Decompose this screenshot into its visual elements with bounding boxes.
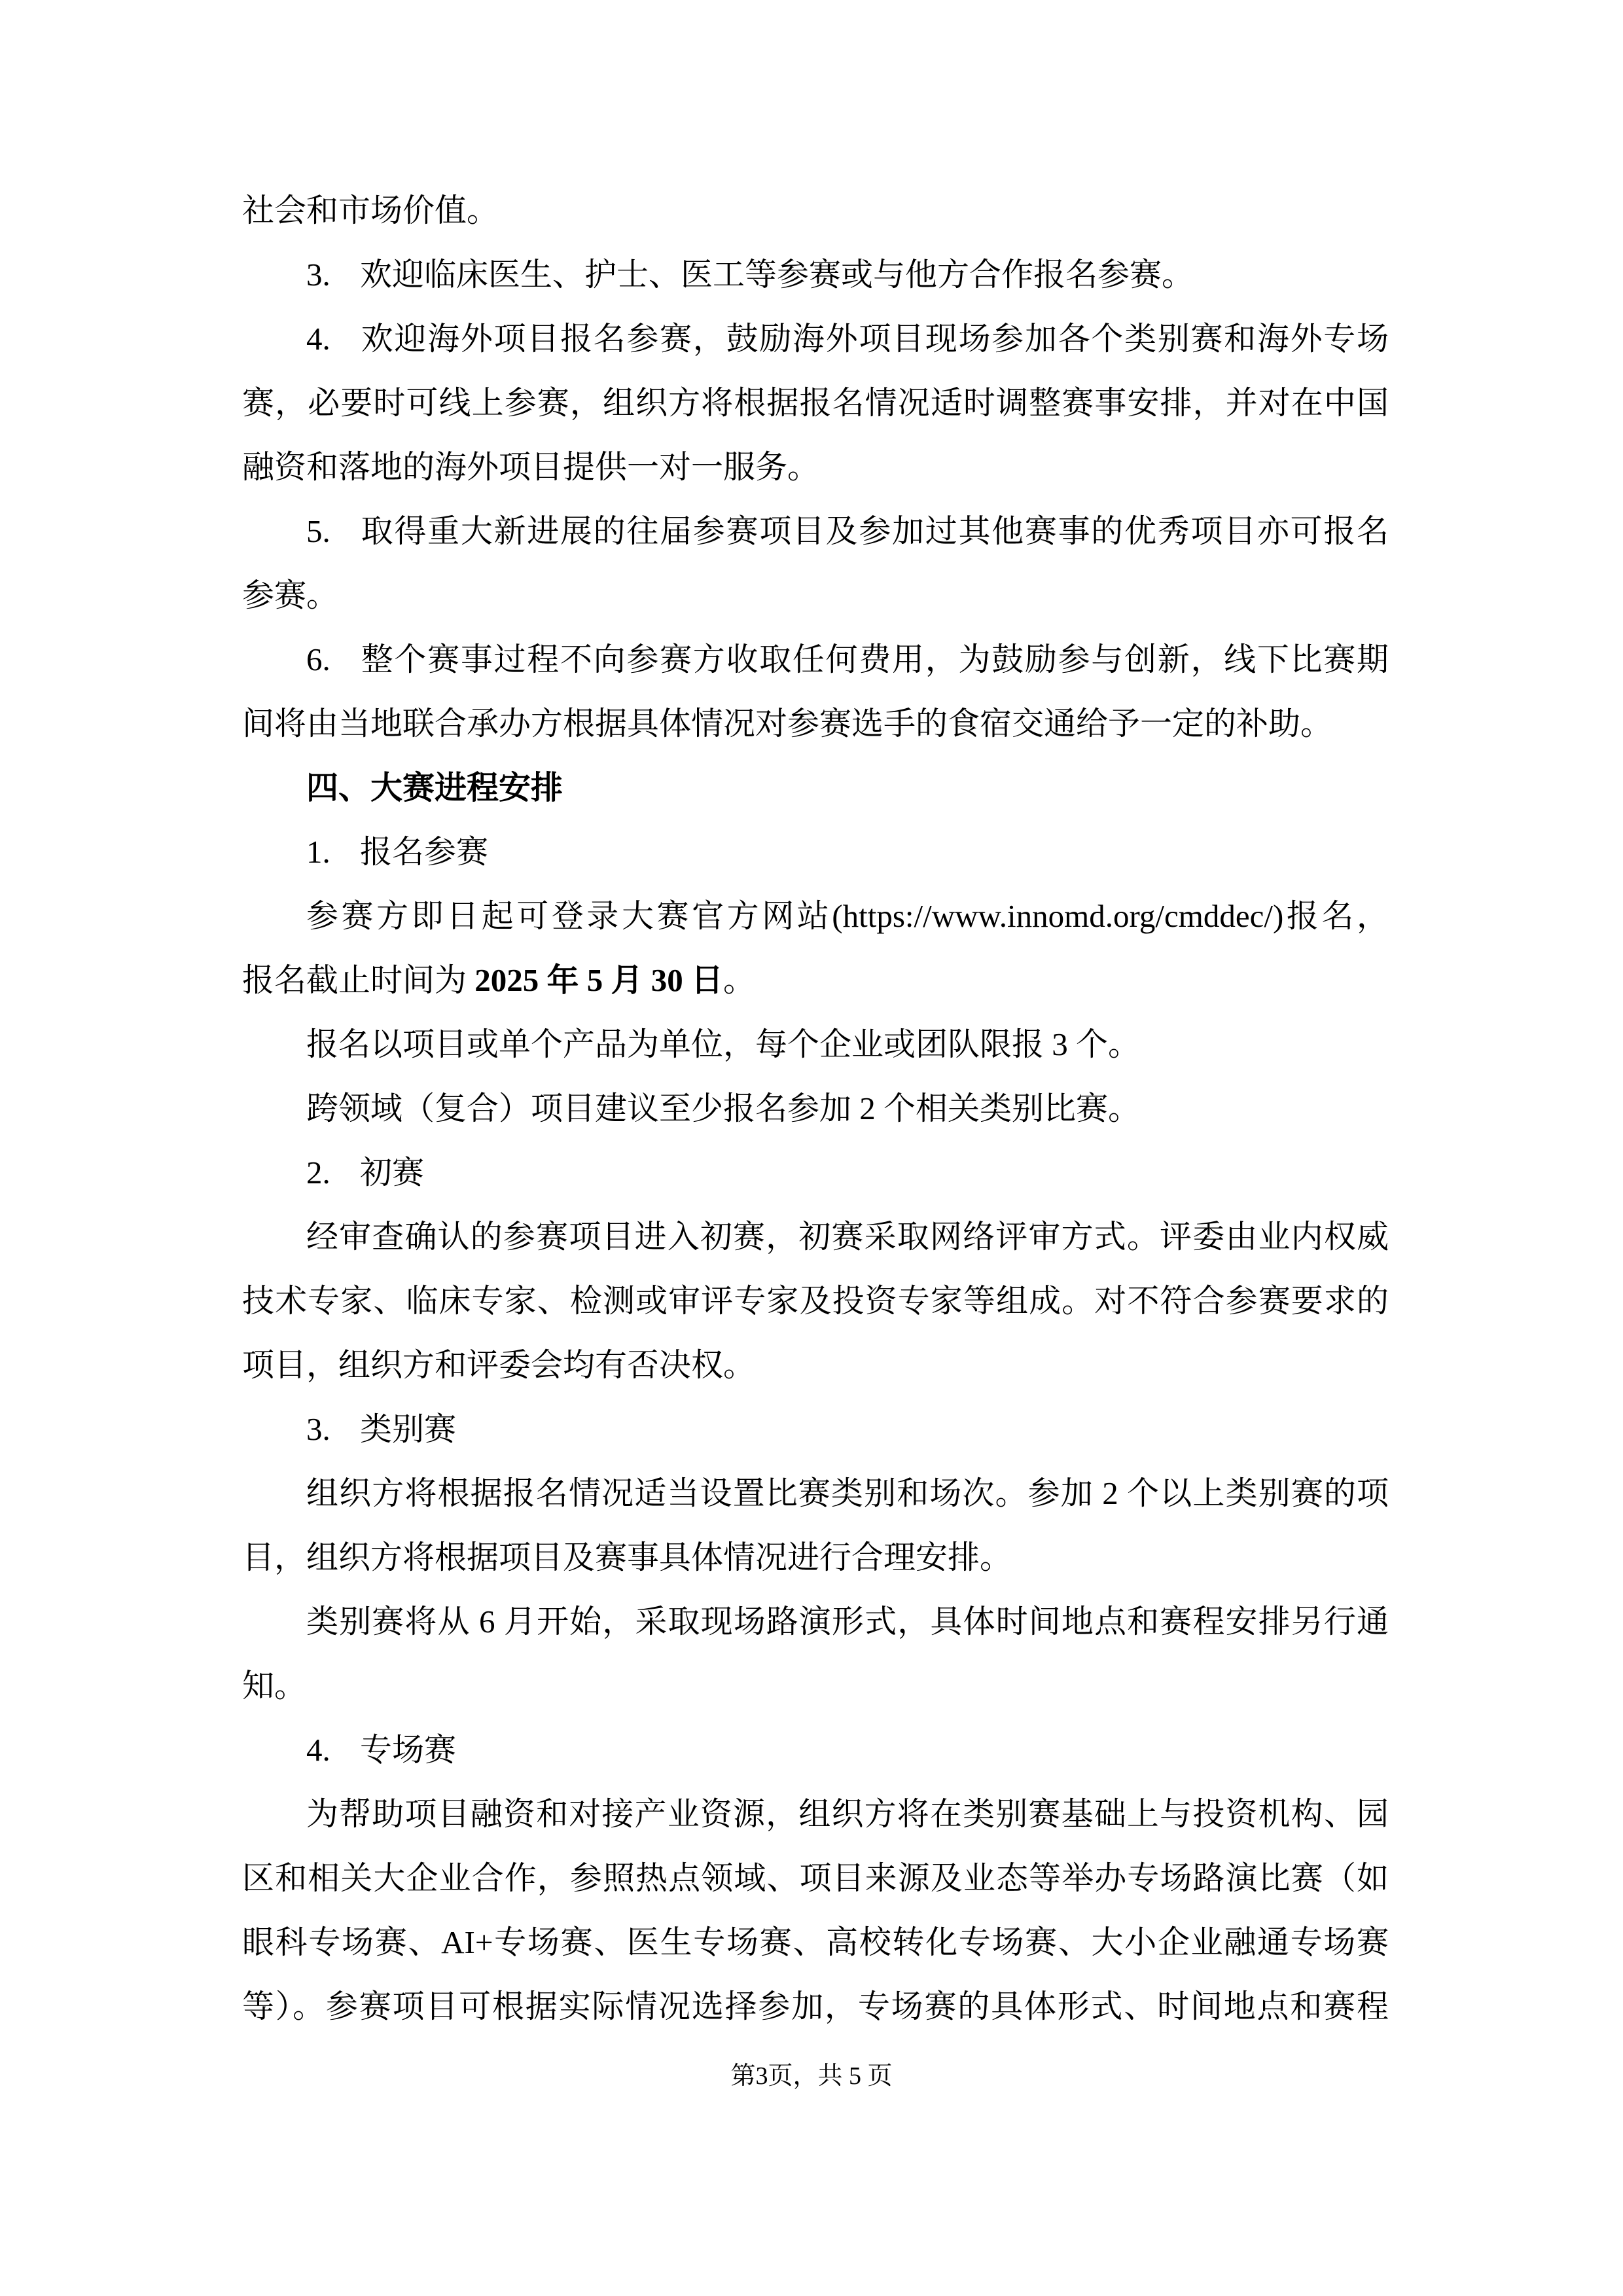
text-segment: 类别赛将从 6 月开始，采取现场路演形式，具体时间地点和赛程安排另行通 <box>306 1604 1389 1640</box>
text-segment: 报名截止时间为 <box>242 962 475 998</box>
text-segment: 初赛 <box>360 1155 425 1191</box>
text-line <box>242 371 1389 435</box>
text-line <box>242 435 1389 499</box>
text-segment: 经审查确认的参赛项目进入初赛，初赛采取网络评审方式。评委由业内权威 <box>306 1219 1389 1255</box>
list-number: 3. <box>306 257 330 293</box>
text-segment: 融资和落地的海外项目提供一对一服务。 <box>242 449 820 485</box>
text-segment: 技术专家、临床专家、检测或审评专家及投资专家等组成。对不符合参赛要求的 <box>242 1283 1389 1319</box>
list-number: 4. <box>306 321 330 357</box>
list-item <box>242 628 1389 692</box>
text-segment: 跨领域（复合）项目建议至少报名参加 2 个相关类别比赛。 <box>306 1090 1141 1126</box>
list-number: 3. <box>306 1411 330 1447</box>
text-line <box>242 1654 1389 1718</box>
text-line <box>242 948 1389 1013</box>
text-line <box>242 1846 1389 1910</box>
text-line <box>242 1205 1389 1269</box>
text-segment: 目，组织方将根据项目及赛事具体情况进行合理安排。 <box>242 1539 1012 1575</box>
list-item <box>242 1718 1389 1782</box>
list-item <box>242 307 1389 371</box>
text-line <box>242 1782 1389 1846</box>
text-segment: 类别赛 <box>360 1411 457 1447</box>
list-number: 6. <box>306 641 330 677</box>
text-line <box>242 1077 1389 1141</box>
text-segment: 参赛。 <box>242 577 339 613</box>
text-line <box>242 1013 1389 1077</box>
text-segment: 组织方将根据报名情况适当设置比赛类别和场次。参加 2 个以上类别赛的项 <box>306 1475 1389 1511</box>
page-number-text: 第3页，共 5 页 <box>730 2062 893 2090</box>
text-line <box>242 692 1389 756</box>
list-item <box>242 1141 1389 1205</box>
text-segment: 。 <box>723 962 756 998</box>
text-segment: 报名以项目或单个产品为单位，每个企业或团队限报 3 个。 <box>306 1026 1141 1062</box>
text-segment: 整个赛事过程不向参赛方收取任何费用，为鼓励参与创新，线下比赛期 <box>360 641 1389 677</box>
registration-deadline: 2025 年 5 月 30 日 <box>474 962 724 998</box>
text-segment: 区和相关大企业合作，参照热点领域、项目来源及业态等举办专场路演比赛（如 <box>242 1860 1389 1896</box>
text-segment: 四、大赛进程安排 <box>306 770 563 806</box>
text-segment: 间将由当地联合承办方根据具体情况对参赛选手的食宿交通给予一定的补助。 <box>242 706 1333 742</box>
page-footer <box>0 2062 1623 2090</box>
list-number: 2. <box>306 1155 330 1191</box>
text-segment: 项目，组织方和评委会均有否决权。 <box>242 1347 756 1383</box>
text-segment: 等）。参赛项目可根据实际情况选择参加，专场赛的具体形式、时间地点和赛程 <box>242 1988 1389 2024</box>
text-segment: )报名， <box>1273 898 1389 934</box>
list-number: 1. <box>306 834 330 870</box>
list-number: 4. <box>306 1732 330 1768</box>
text-line <box>242 564 1389 628</box>
section-heading <box>242 756 1389 820</box>
document-lines <box>242 179 1389 2039</box>
text-line <box>242 179 1389 243</box>
text-segment: 报名参赛 <box>360 834 489 870</box>
list-item <box>242 1397 1389 1462</box>
text-line <box>242 1526 1389 1590</box>
text-segment: 欢迎临床医生、护士、医工等参赛或与他方合作报名参赛。 <box>360 257 1194 293</box>
text-segment: 为帮助项目融资和对接产业资源，组织方将在类别赛基础上与投资机构、园 <box>306 1796 1389 1832</box>
text-line <box>242 1462 1389 1526</box>
text-line <box>242 1975 1389 2039</box>
text-line <box>242 1910 1389 1975</box>
text-line <box>242 1269 1389 1333</box>
text-segment: 眼科专场赛、AI+专场赛、医生专场赛、高校转化专场赛、大小企业融通专场赛 <box>242 1924 1389 1960</box>
list-item <box>242 243 1389 307</box>
text-line <box>242 1590 1389 1654</box>
text-segment: 社会和市场价值。 <box>242 192 499 228</box>
text-segment: 赛，必要时可线上参赛，组织方将根据报名情况适时调整赛事安排，并对在中国 <box>242 385 1389 421</box>
text-segment: 取得重大新进展的往届参赛项目及参加过其他赛事的优秀项目亦可报名 <box>360 513 1389 549</box>
text-line <box>242 884 1389 948</box>
text-segment: 知。 <box>242 1668 307 1704</box>
text-segment: 欢迎海外项目报名参赛，鼓励海外项目现场参加各个类别赛和海外专场 <box>360 321 1389 357</box>
text-segment: 专场赛 <box>360 1732 457 1768</box>
text-line <box>242 1333 1389 1397</box>
competition-website-url: https://www.innomd.org/cmddec/ <box>842 898 1274 934</box>
text-segment: 参赛方即日起可登录大赛官方网站( <box>306 898 843 934</box>
list-item <box>242 820 1389 884</box>
list-number: 5. <box>306 513 330 549</box>
list-item <box>242 499 1389 564</box>
